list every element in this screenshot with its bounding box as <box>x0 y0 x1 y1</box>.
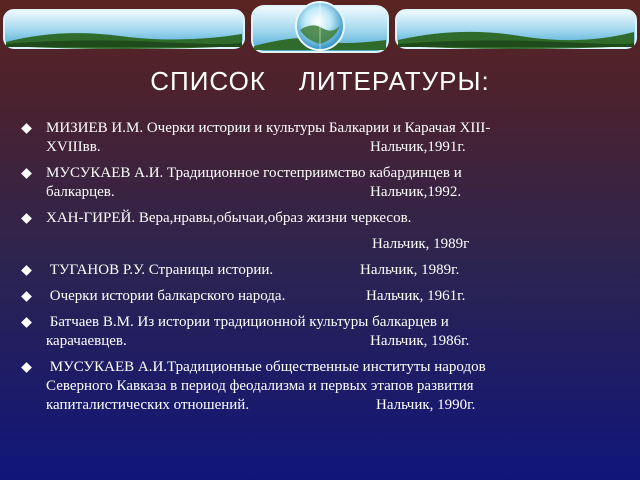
bibliography-list <box>22 119 622 422</box>
bullet-icon <box>21 362 32 373</box>
entry-text: ТУГАНОВ Р.У. Страницы истории. <box>46 262 274 278</box>
bullet-icon <box>21 123 32 134</box>
list-item <box>22 235 622 254</box>
entry-location: Нальчик,1992. <box>370 184 462 200</box>
entry-location: Нальчик, 1989г <box>372 236 470 252</box>
entry-line <box>46 183 622 202</box>
entry-line: ХАН-ГИРЕЙ. Вера,нравы,обычаи,образ жизни черкесов. <box>46 210 412 226</box>
header-banner <box>0 0 640 58</box>
list-item <box>22 209 622 228</box>
entry-line: Батчаев В.М. Из истории традиционной культуры балкарцев и <box>46 314 449 330</box>
bullet-icon <box>21 265 32 276</box>
list-item <box>22 287 622 306</box>
list-item <box>22 119 622 157</box>
entry-line <box>46 235 622 254</box>
entry-line: МУСУКАЕВ А.И. Традиционное гостеприимство кабардинцев и <box>46 165 462 181</box>
list-item <box>22 164 622 202</box>
list-item <box>22 358 622 415</box>
entry-line: Северного Кавказа в период феодализма и первых этапов развития <box>46 378 474 394</box>
right-landscape-panel <box>396 10 636 49</box>
bullet-icon <box>21 291 32 302</box>
entry-text: XVIIIвв. <box>46 139 101 155</box>
list-item <box>22 313 622 351</box>
entry-line: МИЗИЕВ И.М. Очерки истории и культуры Балкарии и Карачая XIII- <box>46 120 491 136</box>
left-landscape-panel <box>4 10 244 49</box>
entry-location: Нальчик,1991г. <box>370 139 466 155</box>
entry-line <box>46 396 622 415</box>
bullet-icon <box>21 317 32 328</box>
entry-location: Нальчик, 1989г. <box>360 262 460 278</box>
entry-line <box>46 332 622 351</box>
entry-line: МУСУКАЕВ А.И.Традиционные общественные институты народов <box>46 359 486 375</box>
list-item <box>22 261 622 280</box>
entry-text: балкарцев. <box>46 184 115 200</box>
entry-text: капиталистических отношений. <box>46 397 250 413</box>
bullet-icon <box>21 168 32 179</box>
entry-line <box>46 138 622 157</box>
bullet-icon <box>21 213 32 224</box>
entry-location: Нальчик, 1986г. <box>370 333 470 349</box>
entry-line <box>46 261 622 280</box>
entry-location: Нальчик, 1990г. <box>376 397 476 413</box>
entry-location: Нальчик, 1961г. <box>366 288 466 304</box>
slide-title: СПИСОК ЛИТЕРАТУРЫ: <box>150 66 490 96</box>
entry-line <box>46 287 622 306</box>
entry-text: Очерки истории балкарского народа. <box>46 288 286 304</box>
globe-icon <box>296 2 344 50</box>
entry-text: карачаевцев. <box>46 333 127 349</box>
